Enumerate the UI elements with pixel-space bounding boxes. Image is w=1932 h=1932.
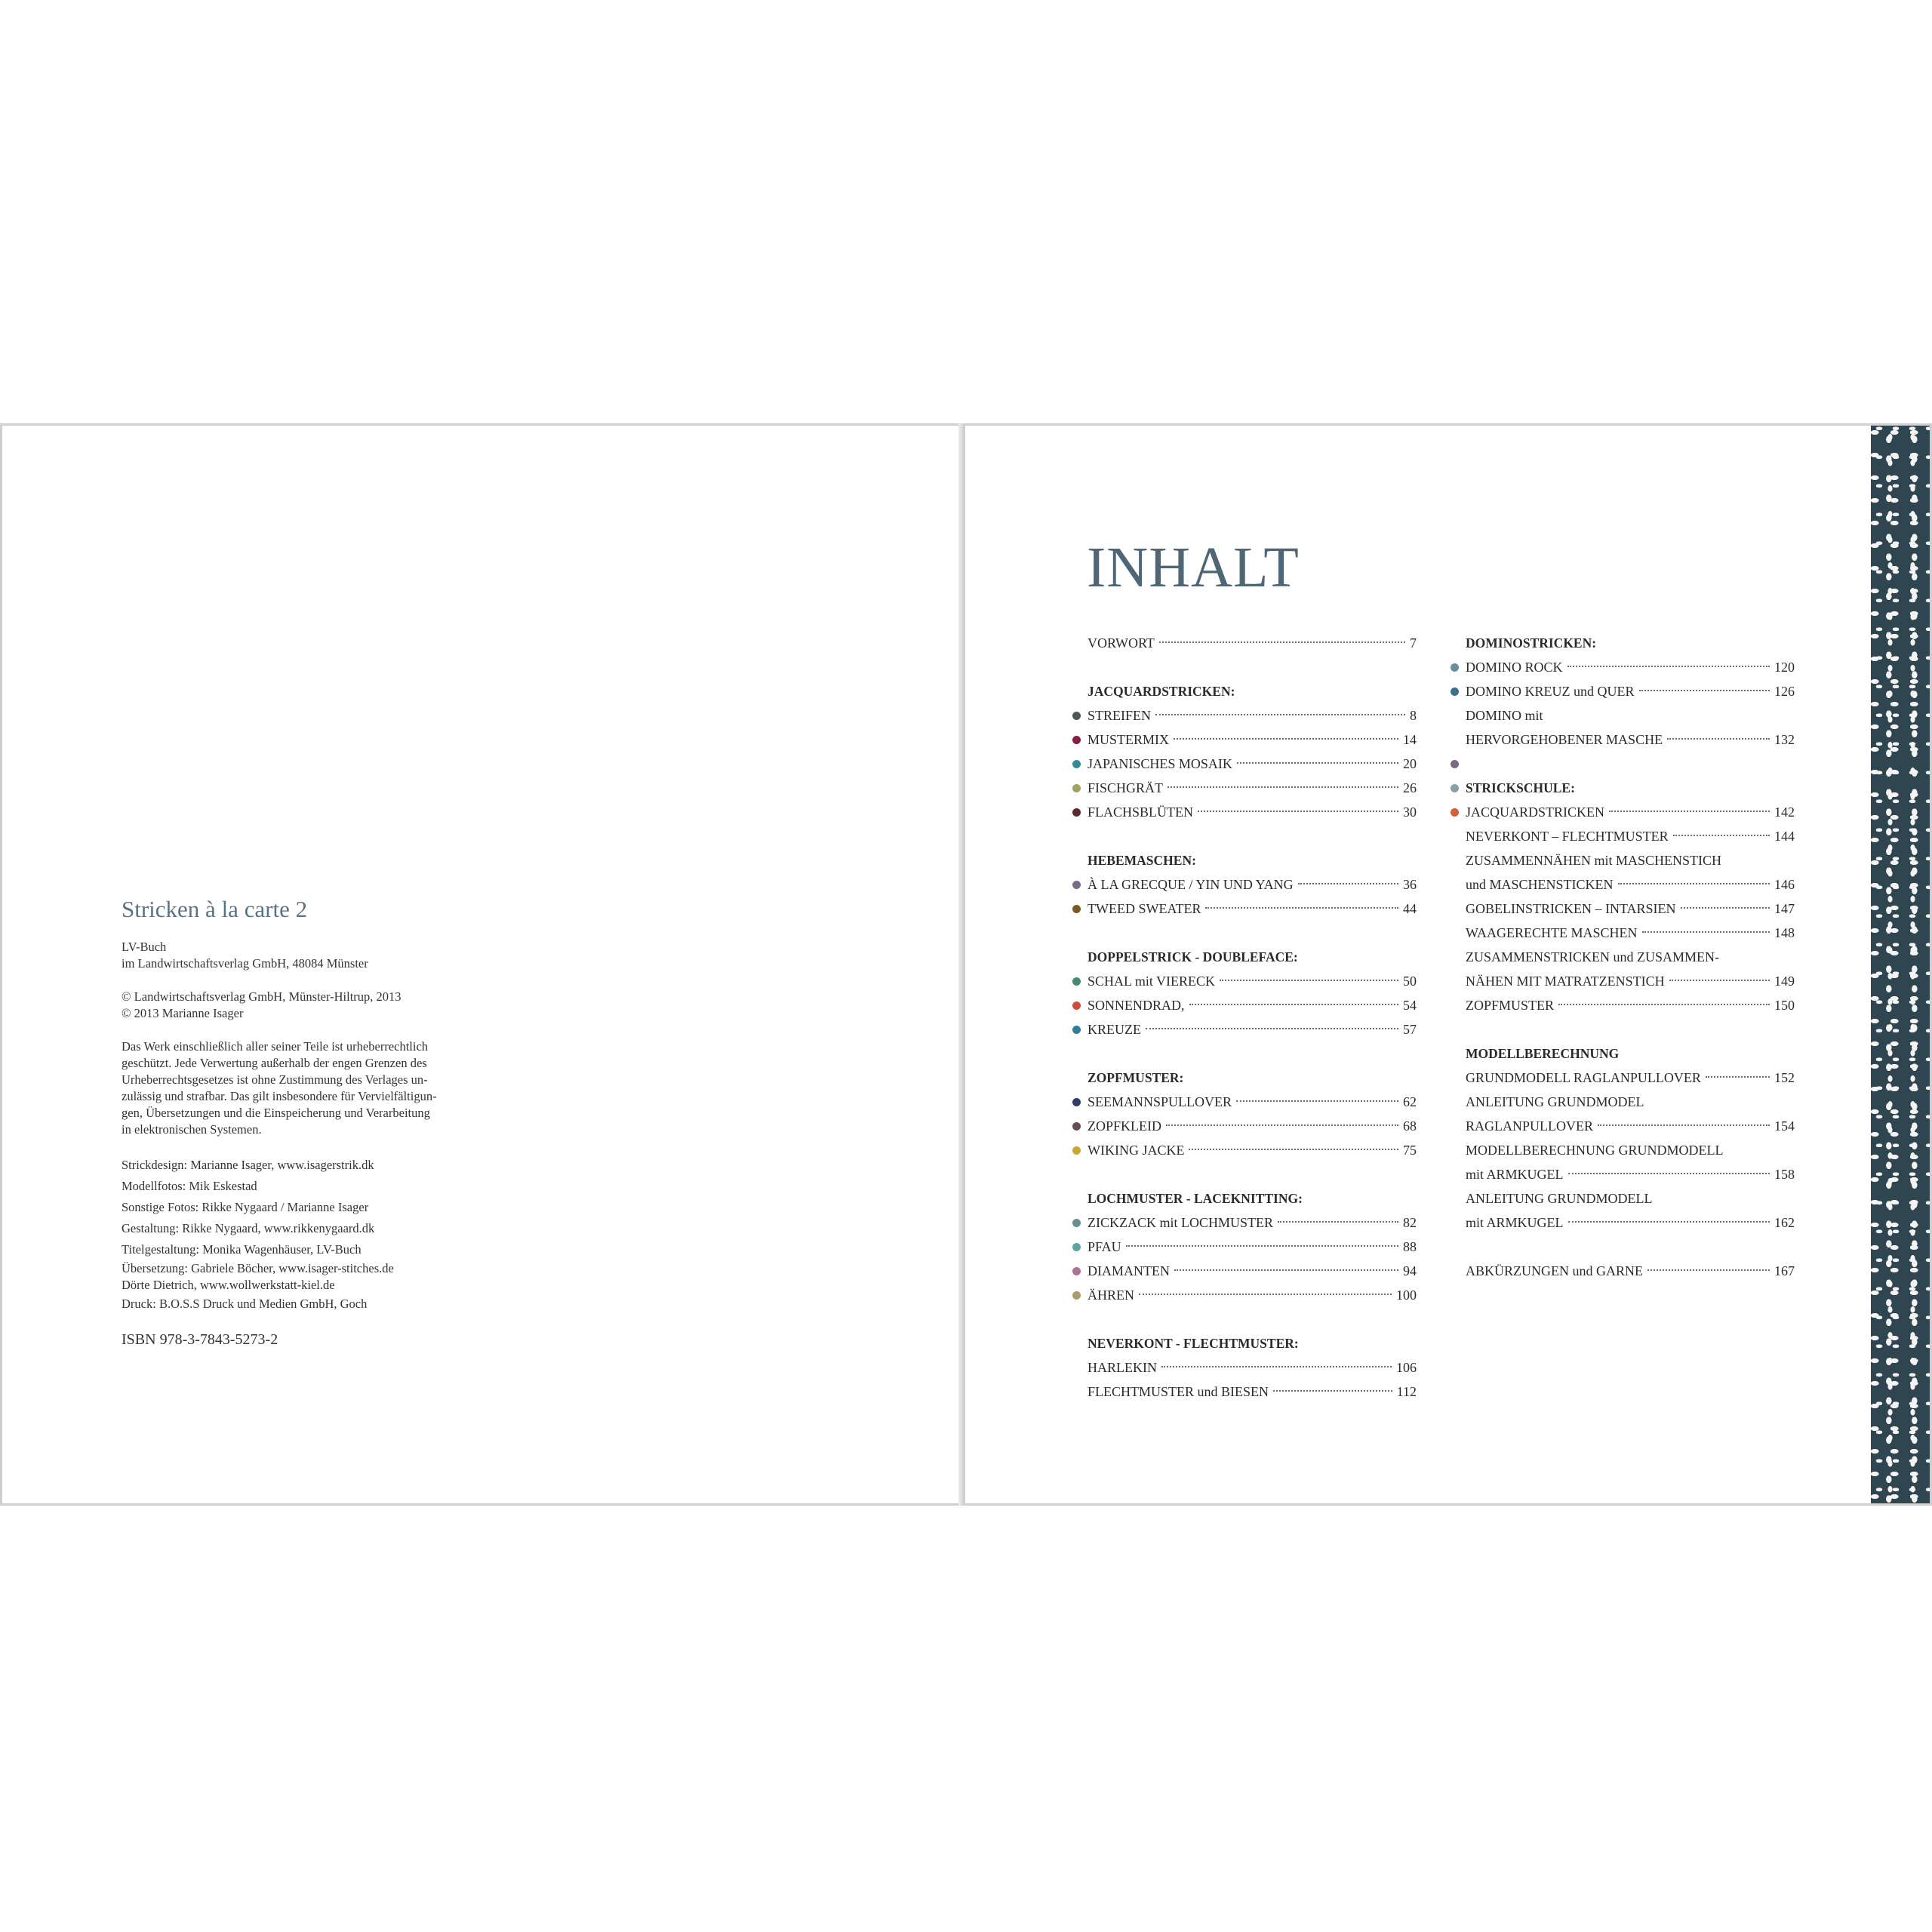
toc-entry-title: ZICKZACK mit LOCHMUSTER bbox=[1088, 1215, 1274, 1230]
toc-entry bbox=[1088, 1380, 1417, 1404]
toc-entry bbox=[1088, 1283, 1417, 1307]
dot-leader bbox=[1198, 811, 1398, 812]
section-label: ZOPFMUSTER: bbox=[1088, 1070, 1184, 1085]
toc-entry-title: HERVORGEHOBENER MASCHE bbox=[1466, 732, 1663, 747]
spacer bbox=[1466, 1235, 1795, 1259]
toc-entry-title: GRUNDMODELL RAGLANPULLOVER bbox=[1466, 1070, 1701, 1085]
toc-entry-title: RAGLANPULLOVER bbox=[1466, 1118, 1593, 1134]
toc-entry bbox=[1466, 824, 1795, 848]
toc-section-title bbox=[1088, 1331, 1417, 1355]
book-title: Stricken à la carte 2 bbox=[122, 896, 308, 922]
color-dot-icon bbox=[1072, 1122, 1081, 1131]
toc-entry-title: mit ARMKUGEL bbox=[1466, 1215, 1564, 1230]
dot-leader bbox=[1667, 738, 1770, 740]
toc-entry bbox=[1088, 1355, 1417, 1380]
toc-entry bbox=[1088, 752, 1417, 776]
toc-entry-title: ANLEITUNG GRUNDMODEL bbox=[1466, 1094, 1644, 1109]
toc-page-number: 150 bbox=[1774, 998, 1795, 1013]
toc-entry-title: ZOPFKLEID bbox=[1088, 1118, 1161, 1134]
toc-section-title bbox=[1088, 1186, 1417, 1211]
toc-entry bbox=[1088, 1235, 1417, 1259]
dot-leader bbox=[1174, 1269, 1398, 1271]
legal-line: zulässig und strafbar. Das gilt insbesondere für Vervielfältigun- bbox=[122, 1089, 437, 1103]
section-label: LOCHMUSTER - LACEKNITTING: bbox=[1088, 1191, 1303, 1206]
dot-leader bbox=[1189, 1004, 1398, 1005]
dot-leader bbox=[1161, 1366, 1392, 1367]
credit-line: Druck: B.O.S.S Druck und Medien GmbH, Goch bbox=[122, 1297, 368, 1311]
color-dot-icon bbox=[1451, 663, 1459, 672]
credit-line: Gestaltung: Rikke Nygaard, www.rikkenygaard.dk bbox=[122, 1221, 375, 1235]
toc-page-number: 106 bbox=[1396, 1360, 1417, 1375]
toc-entry bbox=[1088, 1017, 1417, 1041]
toc-entry-title: DIAMANTEN bbox=[1088, 1263, 1170, 1278]
toc-entry bbox=[1088, 703, 1417, 728]
toc-entry bbox=[1088, 1211, 1417, 1235]
section-label: NEVERKONT - FLECHTMUSTER: bbox=[1088, 1336, 1299, 1351]
color-dot-icon bbox=[1072, 1291, 1081, 1300]
toc-page-number: 50 bbox=[1403, 974, 1417, 989]
credit-line: Dörte Dietrich, www.wollwerkstatt-kiel.de bbox=[122, 1278, 335, 1292]
toc-entry-title: JAPANISCHES MOSAIK bbox=[1088, 756, 1232, 771]
toc-page-number: 142 bbox=[1774, 804, 1795, 820]
toc-section-title bbox=[1466, 776, 1795, 800]
toc-entry bbox=[1466, 1259, 1795, 1283]
credit-line: Modellfotos: Mik Eskestad bbox=[122, 1179, 257, 1193]
color-dot-icon bbox=[1072, 881, 1081, 889]
toc-entry bbox=[1466, 800, 1795, 824]
toc-page-number: 162 bbox=[1774, 1215, 1795, 1230]
toc-page-number: 75 bbox=[1403, 1143, 1417, 1158]
toc-entry-title: ZOPFMUSTER bbox=[1466, 998, 1555, 1013]
toc-entry-title: ÄHREN bbox=[1088, 1287, 1134, 1303]
dot-leader bbox=[1126, 1245, 1398, 1247]
toc-section-title bbox=[1088, 848, 1417, 872]
toc-entry bbox=[1466, 1162, 1795, 1186]
toc-page-number: 14 bbox=[1403, 732, 1417, 747]
copyright-line: © Landwirtschaftsverlag GmbH, Münster-Hiltrup, 2013 bbox=[122, 989, 401, 1004]
color-dot-icon bbox=[1072, 1267, 1081, 1275]
toc-section-title bbox=[1466, 631, 1795, 655]
dot-leader bbox=[1278, 1221, 1398, 1223]
toc-entry bbox=[1088, 631, 1417, 655]
spacer bbox=[1088, 921, 1417, 945]
toc-entry bbox=[1466, 1066, 1795, 1090]
toc-page-number: 148 bbox=[1774, 925, 1795, 940]
toc-text-line bbox=[1466, 752, 1795, 776]
dot-leader bbox=[1642, 931, 1770, 933]
spacer bbox=[1088, 1162, 1417, 1186]
toc-entry-title: SONNENDRAD, bbox=[1088, 998, 1185, 1013]
toc-entry bbox=[1088, 969, 1417, 993]
toc-page-number: 68 bbox=[1403, 1118, 1417, 1134]
toc-page-number: 54 bbox=[1403, 998, 1417, 1013]
toc-column-1 bbox=[1088, 631, 1417, 1404]
section-label: STRICKSCHULE: bbox=[1466, 780, 1575, 795]
dot-leader bbox=[1220, 980, 1398, 981]
toc-entry-title: ZUSAMMENNÄHEN mit MASCHENSTICH bbox=[1466, 853, 1722, 868]
section-label: DOMINOSTRICKEN: bbox=[1466, 635, 1597, 651]
toc-page-number: 167 bbox=[1774, 1263, 1795, 1278]
toc-entry bbox=[1088, 993, 1417, 1017]
color-dot-icon bbox=[1072, 1001, 1081, 1010]
dot-leader bbox=[1155, 714, 1405, 715]
credit-line: Übersetzung: Gabriele Böcher, www.isager-stitches.de bbox=[122, 1261, 394, 1275]
toc-entry-title: DOMINO KREUZ und QUER bbox=[1466, 684, 1635, 699]
toc-page-number: 126 bbox=[1774, 684, 1795, 699]
toc-section-title bbox=[1088, 679, 1417, 703]
color-dot-icon bbox=[1451, 808, 1459, 817]
color-dot-icon bbox=[1072, 808, 1081, 817]
toc-entry bbox=[1466, 993, 1795, 1017]
color-dot-icon bbox=[1072, 1026, 1081, 1034]
toc-page-number: 44 bbox=[1403, 901, 1417, 916]
toc-page-number: 20 bbox=[1403, 756, 1417, 771]
knit-pattern-strip bbox=[1871, 426, 1930, 1503]
toc-entry bbox=[1088, 872, 1417, 897]
spacer bbox=[1088, 824, 1417, 848]
legal-line: gen, Übersetzungen und die Einspeicherung und Verarbeitung bbox=[122, 1106, 430, 1120]
toc-page-number: 100 bbox=[1396, 1287, 1417, 1303]
dot-leader bbox=[1139, 1294, 1392, 1295]
toc-entry-title: PFAU bbox=[1088, 1239, 1121, 1254]
color-dot-icon bbox=[1451, 688, 1459, 696]
toc-entry-title: MODELLBERECHNUNG GRUNDMODELL bbox=[1466, 1143, 1724, 1158]
credit-line: Strickdesign: Marianne Isager, www.isagerstrik.dk bbox=[122, 1158, 374, 1172]
dot-leader bbox=[1168, 786, 1398, 788]
toc-entry bbox=[1088, 897, 1417, 921]
toc-page-number: 30 bbox=[1403, 804, 1417, 820]
color-dot-icon bbox=[1072, 977, 1081, 986]
color-dot-icon bbox=[1072, 760, 1081, 768]
credits-block bbox=[122, 1155, 514, 1315]
toc-entry bbox=[1088, 1090, 1417, 1114]
toc-entry-title: À LA GRECQUE / YIN UND YANG bbox=[1088, 877, 1294, 892]
toc-page-number: 158 bbox=[1774, 1167, 1795, 1182]
toc-text-line bbox=[1466, 1090, 1795, 1114]
toc-entry bbox=[1088, 800, 1417, 824]
color-dot-icon bbox=[1451, 760, 1459, 768]
section-label: HEBEMASCHEN: bbox=[1088, 853, 1196, 868]
toc-text-line bbox=[1466, 848, 1795, 872]
toc-section-title bbox=[1088, 1066, 1417, 1090]
toc-entry-title: HARLEKIN bbox=[1088, 1360, 1157, 1375]
toc-entry bbox=[1466, 897, 1795, 921]
toc-entry bbox=[1466, 921, 1795, 945]
copyright-line: © 2013 Marianne Isager bbox=[122, 1006, 244, 1020]
dot-leader bbox=[1639, 690, 1770, 691]
spacer bbox=[1466, 1017, 1795, 1041]
legal-line: in elektronischen Systemen. bbox=[122, 1122, 262, 1137]
toc-entry-title: VORWORT bbox=[1088, 635, 1155, 651]
toc-entry-title: NEVERKONT – FLECHTMUSTER bbox=[1466, 829, 1669, 844]
dot-leader bbox=[1174, 738, 1398, 740]
toc-page-number: 26 bbox=[1403, 780, 1417, 795]
dot-leader bbox=[1558, 1004, 1770, 1005]
color-dot-icon bbox=[1451, 784, 1459, 792]
legal-line: Urheberrechtsgesetzes ist ohne Zustimmung des Verlages un- bbox=[122, 1072, 428, 1087]
toc-entry bbox=[1466, 872, 1795, 897]
toc-entry-title: FISCHGRÄT bbox=[1088, 780, 1164, 795]
publisher-line: LV-Buch bbox=[122, 940, 167, 954]
toc-entry bbox=[1088, 1138, 1417, 1162]
toc-entry-title: FLACHSBLÜTEN bbox=[1088, 804, 1194, 820]
toc-entry-title: DOMINO ROCK bbox=[1466, 660, 1563, 675]
dot-leader bbox=[1273, 1390, 1392, 1392]
section-label: JACQUARDSTRICKEN: bbox=[1088, 684, 1235, 699]
color-dot-icon bbox=[1072, 1146, 1081, 1155]
toc-entry bbox=[1466, 1211, 1795, 1235]
toc-page-number: 144 bbox=[1774, 829, 1795, 844]
toc-page-number: 62 bbox=[1403, 1094, 1417, 1109]
dot-leader bbox=[1598, 1124, 1770, 1126]
toc-entry bbox=[1466, 728, 1795, 752]
spacer bbox=[1088, 1041, 1417, 1066]
dot-leader bbox=[1146, 1028, 1398, 1029]
color-dot-icon bbox=[1072, 712, 1081, 720]
toc-entry bbox=[1466, 1114, 1795, 1138]
toc-text-line bbox=[1466, 1138, 1795, 1162]
toc-entry bbox=[1466, 679, 1795, 703]
publisher-line: im Landwirtschaftsverlag GmbH, 48084 Münster bbox=[122, 956, 368, 971]
toc-entry-title: und MASCHENSTICKEN bbox=[1466, 877, 1614, 892]
dot-leader bbox=[1568, 1173, 1770, 1174]
dot-leader bbox=[1618, 883, 1770, 884]
toc-entry-title: STREIFEN bbox=[1088, 708, 1152, 723]
toc-entry-title: ZUSAMMENSTRICKEN und ZUSAMMEN- bbox=[1466, 949, 1720, 964]
dot-leader bbox=[1236, 1100, 1398, 1102]
toc-entry-title: mit ARMKUGEL bbox=[1466, 1167, 1564, 1182]
dot-leader bbox=[1681, 907, 1770, 909]
toc-page-number: 132 bbox=[1774, 732, 1795, 747]
toc-entry-title: ABKÜRZUNGEN und GARNE bbox=[1466, 1263, 1643, 1278]
toc-text-line bbox=[1466, 1186, 1795, 1211]
copyright-block bbox=[122, 989, 514, 1022]
toc-column-2 bbox=[1466, 631, 1795, 1283]
toc-entry-title: DOMINO mit bbox=[1466, 708, 1543, 723]
dot-leader bbox=[1189, 1149, 1398, 1150]
toc-entry-title: FLECHTMUSTER und BIESEN bbox=[1088, 1384, 1269, 1399]
toc-page-number: 149 bbox=[1774, 974, 1795, 989]
toc-page-number: 154 bbox=[1774, 1118, 1795, 1134]
dot-leader bbox=[1568, 1221, 1770, 1223]
credit-line: Titelgestaltung: Monika Wagenhäuser, LV-Buch bbox=[122, 1242, 361, 1257]
toc-entry bbox=[1088, 776, 1417, 800]
dot-leader bbox=[1706, 1076, 1770, 1078]
toc-entry-title: KREUZE bbox=[1088, 1022, 1141, 1037]
toc-page-number: 7 bbox=[1410, 635, 1417, 651]
section-label: MODELLBERECHNUNG bbox=[1466, 1046, 1620, 1061]
dot-leader bbox=[1669, 980, 1770, 981]
dot-leader bbox=[1237, 762, 1398, 764]
toc-entry bbox=[1466, 655, 1795, 679]
toc-entry bbox=[1466, 969, 1795, 993]
toc-section-title bbox=[1466, 1041, 1795, 1066]
dot-leader bbox=[1609, 811, 1770, 812]
dot-leader bbox=[1673, 835, 1770, 836]
toc-page-number: 120 bbox=[1774, 660, 1795, 675]
left-page bbox=[0, 423, 963, 1506]
toc-page-number: 94 bbox=[1403, 1263, 1417, 1278]
toc-entry-title: JACQUARDSTRICKEN bbox=[1466, 804, 1605, 820]
right-page bbox=[963, 423, 1932, 1506]
credit-line: Sonstige Fotos: Rikke Nygaard / Marianne Isager bbox=[122, 1200, 369, 1214]
toc-entry-title: NÄHEN MIT MATRATZENSTICH bbox=[1466, 974, 1665, 989]
toc-page-number: 112 bbox=[1396, 1384, 1417, 1399]
dot-leader bbox=[1647, 1269, 1770, 1271]
toc-entry-title: SEEMANNSPULLOVER bbox=[1088, 1094, 1232, 1109]
toc-entry-title: WAAGERECHTE MASCHEN bbox=[1466, 925, 1638, 940]
spacer bbox=[1088, 1307, 1417, 1331]
toc-page-number: 57 bbox=[1403, 1022, 1417, 1037]
toc-entry-title: MUSTERMIX bbox=[1088, 732, 1170, 747]
isbn: ISBN 978-3-7843-5273-2 bbox=[122, 1331, 278, 1348]
spacer bbox=[1088, 655, 1417, 679]
legal-line: geschützt. Jede Verwertung außerhalb der engen Grenzen des bbox=[122, 1056, 427, 1070]
page-title: INHALT bbox=[1087, 536, 1300, 599]
toc-page-number: 36 bbox=[1403, 877, 1417, 892]
imprint bbox=[122, 896, 514, 1348]
section-label: DOPPELSTRICK - DOUBLEFACE: bbox=[1088, 949, 1298, 964]
toc-section-title bbox=[1088, 945, 1417, 969]
toc-entry-title: GOBELINSTRICKEN – INTARSIEN bbox=[1466, 901, 1676, 916]
toc-page-number: 88 bbox=[1403, 1239, 1417, 1254]
toc-page-number: 146 bbox=[1774, 877, 1795, 892]
color-dot-icon bbox=[1072, 1219, 1081, 1227]
toc-page-number: 147 bbox=[1774, 901, 1795, 916]
toc-entry-title: SCHAL mit VIERECK bbox=[1088, 974, 1216, 989]
toc-entry bbox=[1088, 1259, 1417, 1283]
color-dot-icon bbox=[1072, 1243, 1081, 1251]
legal-notice bbox=[122, 1038, 514, 1138]
legal-line: Das Werk einschließlich aller seiner Teile ist urheberrechtlich bbox=[122, 1039, 429, 1054]
dot-leader bbox=[1298, 883, 1398, 884]
color-dot-icon bbox=[1072, 1098, 1081, 1106]
toc-entry-title: ANLEITUNG GRUNDMODELL bbox=[1466, 1191, 1653, 1206]
dot-leader bbox=[1205, 907, 1398, 909]
toc-entry-title: TWEED SWEATER bbox=[1088, 901, 1201, 916]
toc-page-number: 152 bbox=[1774, 1070, 1795, 1085]
toc-entry-title: WIKING JACKE bbox=[1088, 1143, 1185, 1158]
dot-leader bbox=[1166, 1124, 1398, 1126]
toc-page-number: 8 bbox=[1410, 708, 1417, 723]
color-dot-icon bbox=[1072, 905, 1081, 913]
color-dot-icon bbox=[1072, 784, 1081, 792]
toc-text-line bbox=[1466, 945, 1795, 969]
dot-leader bbox=[1159, 641, 1405, 643]
toc-entry bbox=[1088, 1114, 1417, 1138]
publisher-block bbox=[122, 939, 514, 972]
toc-page-number: 82 bbox=[1403, 1215, 1417, 1230]
toc-entry bbox=[1088, 728, 1417, 752]
color-dot-icon bbox=[1072, 736, 1081, 744]
toc-text-line bbox=[1466, 703, 1795, 728]
dot-leader bbox=[1567, 666, 1770, 667]
